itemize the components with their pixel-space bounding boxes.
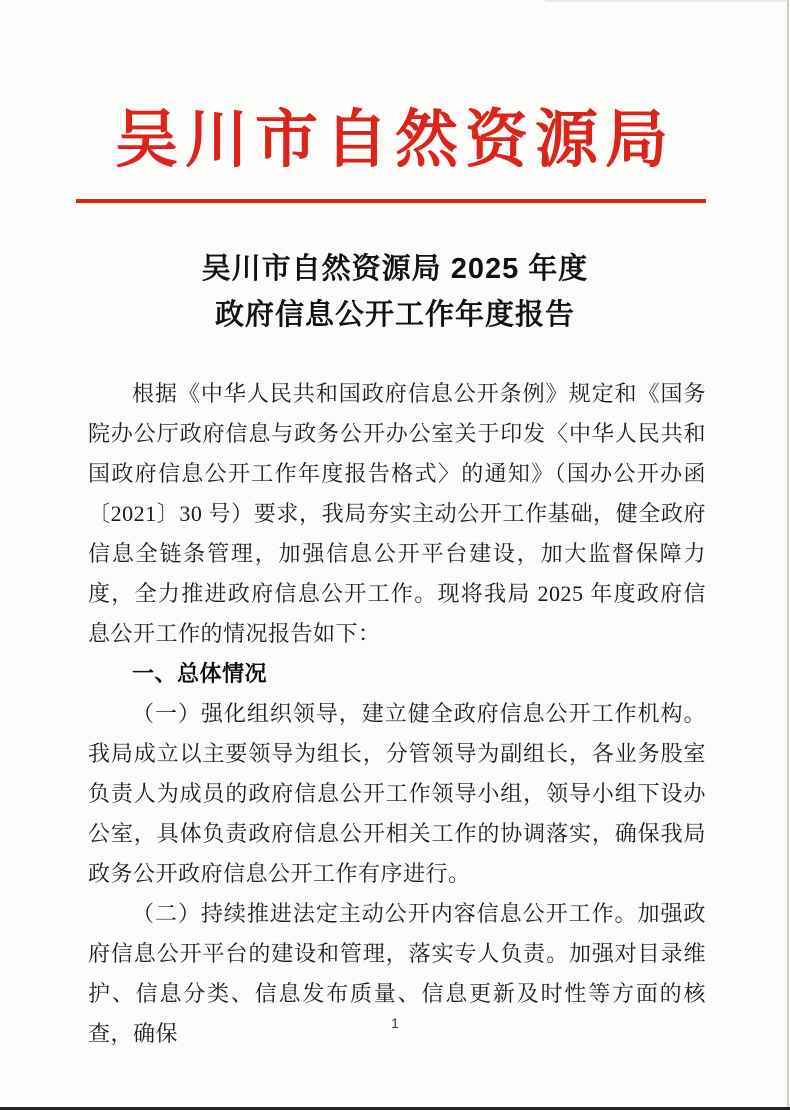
agency-letterhead: 吴川市自然资源局 — [115, 105, 675, 175]
scan-edge-top — [545, 0, 790, 2]
section1-paragraph-1: （一）强化组织领导，建立健全政府信息公开工作机构。我局成立以主要领导为组长，分管领导为副组长，各业务股室负责人为成员的政府信息公开工作领导小组，领导小组下设办公室，具体负责政府信息公开相关工作的协调落实，确保我局政务公开政府信息公开工作有序进行。 — [88, 701, 706, 886]
section-heading-overall-situation: 一、总体情况 — [132, 661, 268, 686]
intro-paragraph: 根据《中华人民共和国政府信息公开条例》规定和《国务院办公厅政府信息与政务公开办公室关于印发〈中华人民共和国政府信息公开工作年度报告格式〉的通知》（国办公开办函〔2021〕30 号）要求，我局夯实主动公开工作基础，健全政府信息全链条管理，加强信息公开平台建设，加大监督保障力度，全力推进政府信息公开工作。现将我局 2025 年度政府信息公开工作的情况报告如下： — [88, 381, 706, 646]
letterhead-divider-rule — [76, 199, 706, 203]
scan-edge-bottom-margin — [0, 1110, 790, 1114]
document-title-line-1: 吴川市自然资源局 2025 年度 — [201, 253, 589, 285]
document-body — [88, 374, 706, 1054]
document-title-line-2: 政府信息公开工作年度报告 — [214, 299, 575, 331]
document-title — [0, 246, 790, 338]
section1-paragraph-2: （二）持续推进法定主动公开内容信息公开工作。加强政府信息公开平台的建设和管理，落实专人负责。加强对目录维护、信息分类、信息发布质量、信息更新及时性等方面的核查，确保 — [88, 901, 706, 1046]
page-number: 1 — [391, 1015, 399, 1031]
